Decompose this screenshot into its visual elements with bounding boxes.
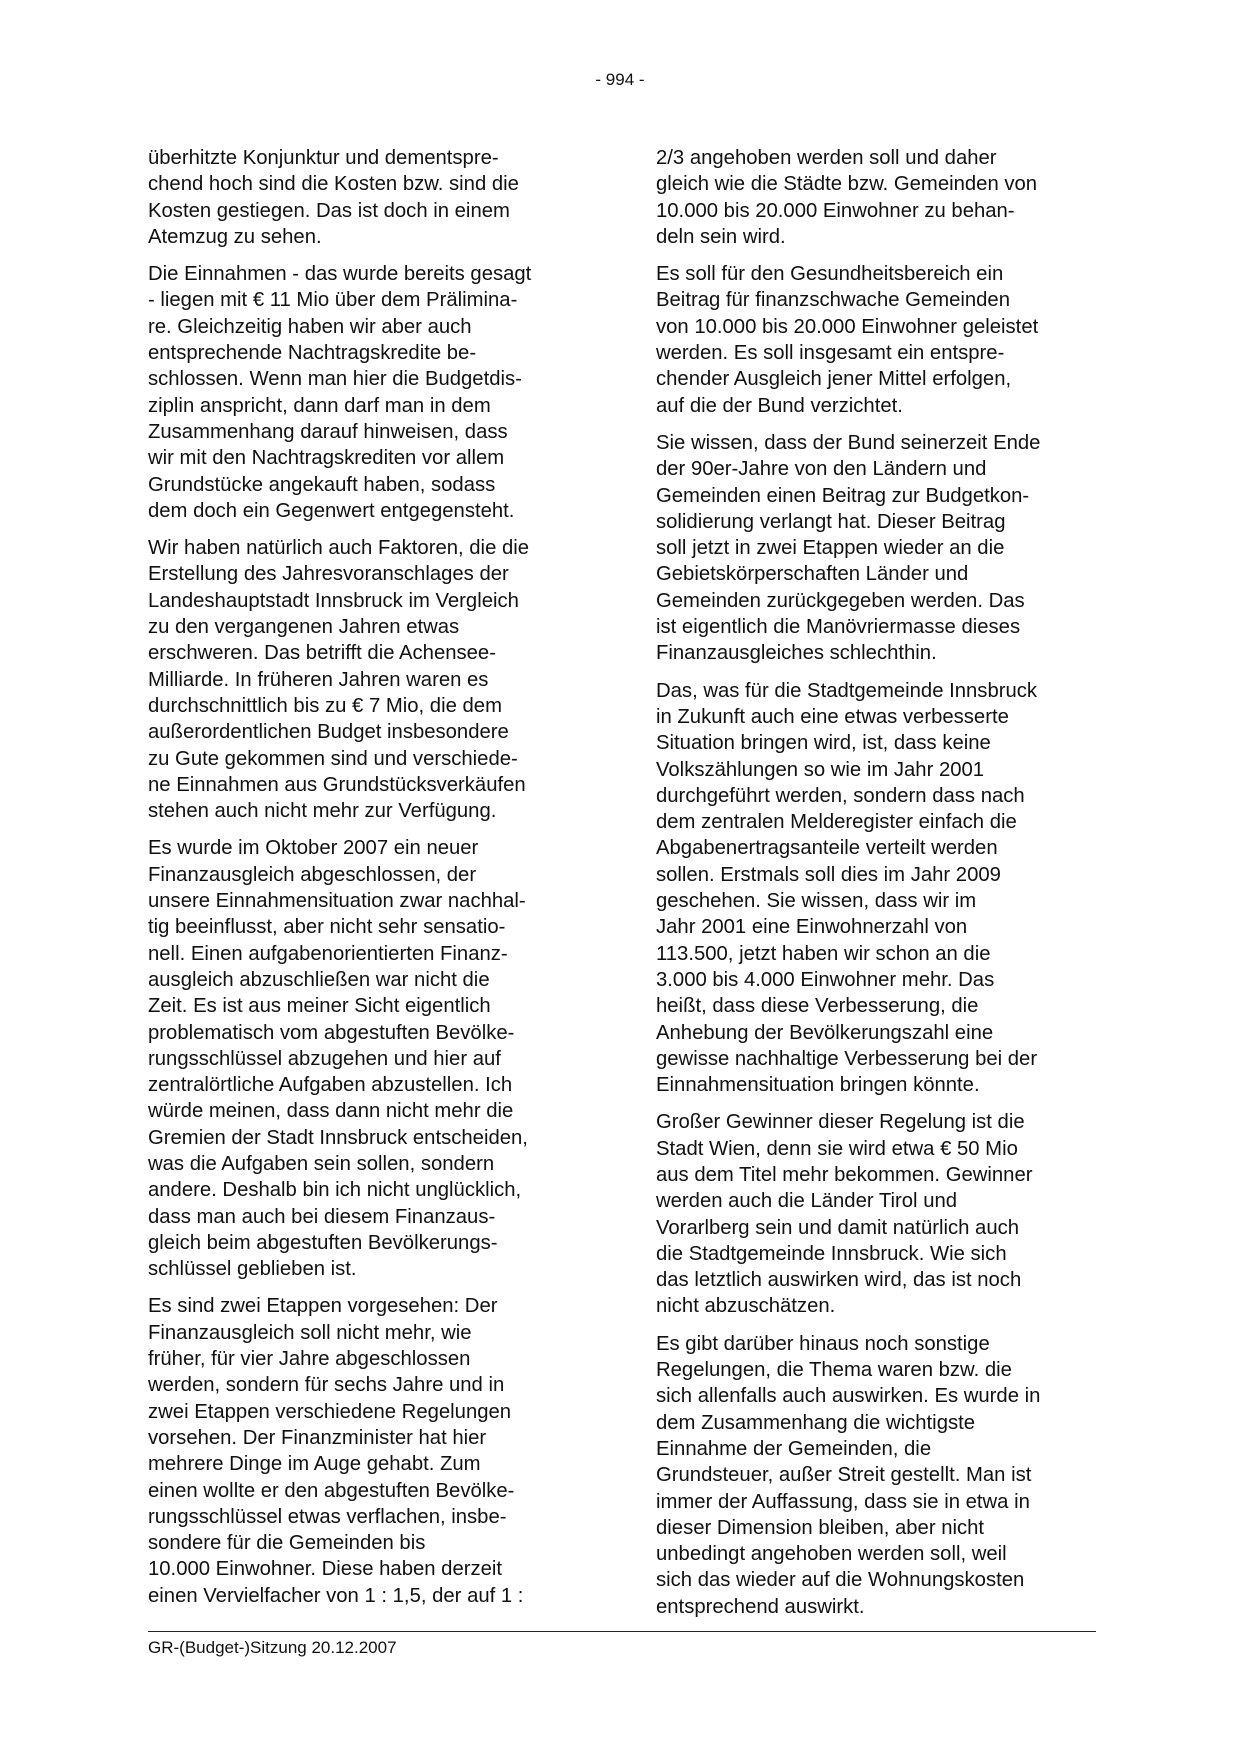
- paragraph: Wir haben natürlich auch Faktoren, die die Erstellung des Jahresvoranschlages der Landeshauptstadt Innsbruck im Vergleich zu den vergangenen Jahren etwas erschweren. Das betrifft die Achensee- Milliarde. In früheren Jahren waren es durchschnittlich bis zu € 7 Mio, die dem außerordentlichen Budget insbesondere zu Gute gekommen sind und verschiede- ne Einnahmen aus Grundstücksverkäufen stehen auch nicht mehr zur Verfügung.: [148, 537, 530, 823]
- paragraph: Es gibt darüber hinaus noch sonstige Regelungen, die Thema waren bzw. die sich allenfalls auch auswirken. Es wurde in dem Zusammenhang die wichtigste Einnahme der Gemeinden, die Grundsteuer, außer Streit gestellt. Man ist immer der Auffassung, dass sie in etwa in dieser Dimension bleiben, aber nicht unbedingt angehoben werden soll, weil sich das wieder auf die Wohnungskosten entsprechend auswirkt.: [656, 1332, 1041, 1618]
- paragraph: Die Einnahmen - das wurde bereits gesagt - liegen mit € 11 Mio über dem Prälimina- re. Gleichzeitig haben wir aber auch entsprechende Nachtragskredite be- schlossen. Wenn man hier die Budgetdis- ziplin anspricht, dann darf man in dem Zusammenhang darauf hinweisen, dass wir mit den Nachtragskrediten vor allem Grundstücke angekauft haben, sodass dem doch ein Gegenwert entgegensteht.: [148, 263, 532, 522]
- paragraph: Es soll für den Gesundheitsbereich ein Beitrag für finanzschwache Gemeinden von 10.000 bis 20.000 Einwohner geleistet werden. Es soll insgesamt ein entspre- chender Ausgleich jener Mittel erfolgen, auf die der Bund verzichtet.: [656, 263, 1039, 417]
- paragraph: Sie wissen, dass der Bund seinerzeit Ende der 90er-Jahre von den Ländern und Gemeinden einen Beitrag zur Budgetkon- solidierung verlangt hat. Dieser Beitrag soll jetzt in zwei Etappen wieder an die Gebietskörperschaften Länder und Gemeinden zurückgegeben werden. Das ist eigentlich die Manövriermasse dieses Finanzausgleiches schlechthin.: [656, 431, 1041, 665]
- footer-text: GR-(Budget-)Sitzung 20.12.2007: [148, 1638, 397, 1657]
- paragraph: 2/3 angehoben werden soll und daher gleich wie die Städte bzw. Gemeinden von 10.000 bis 20.000 Einwohner zu behan- deln sein wird.: [656, 147, 1038, 248]
- paragraph: Es wurde im Oktober 2007 ein neuer Finanzausgleich abgeschlossen, der unsere Einnahmensituation zwar nachhal- tig beeinflusst, aber nicht sehr sensatio- nell. Einen aufgabenorientierten Finanz- ausgleich abzuschließen war nicht die Zeit. Es ist aus meiner Sicht eigentlich problematisch vom abgestuften Bevölke- rungsschlüssel abzugehen und hier auf zentralörtliche Aufgaben abzustellen. Ich würde meinen, dass dann nicht mehr die Gremien der Stadt Innsbruck entscheiden, was die Aufgaben sein sollen, sondern andere. Deshalb bin ich nicht unglücklich, dass man auch bei diesem Finanzaus- gleich beim abgestuften Bevölkerungs- schlüssel geblieben ist.: [148, 837, 528, 1281]
- paragraph: Das, was für die Stadtgemeinde Innsbruck in Zukunft auch eine etwas verbesserte Situation bringen wird, ist, dass keine Volkszählungen so wie im Jahr 2001 durchgeführt werden, sondern dass nach dem zentralen Melderegister einfach die Abgabenertragsanteile verteilt werden sollen. Erstmals soll dies im Jahr 2009 geschehen. Sie wissen, dass wir im Jahr 2001 eine Einwohnerzahl von 113.500, jetzt haben wir schon an die 3.000 bis 4.000 Einwohner mehr. Das heißt, dass diese Verbesserung, die Anhebung der Bevölkerungszahl eine gewisse nachhaltige Verbesserung bei der Einnahmensituation bringen könnte.: [656, 679, 1038, 1097]
- footer-divider: [148, 1631, 1096, 1632]
- page-number: - 994 -: [595, 70, 645, 89]
- paragraph: überhitzte Konjunktur und dementspre- chend hoch sind die Kosten bzw. sind die Kosten gestiegen. Das ist doch in einem Atemzug zu sehen.: [148, 147, 519, 248]
- paragraph: Es sind zwei Etappen vorgesehen: Der Finanzausgleich soll nicht mehr, wie früher, für vier Jahre abgeschlossen werden, sondern für sechs Jahre und in zwei Etappen verschiedene Regelungen vorsehen. Der Finanzminister hat hier mehrere Dinge im Auge gehabt. Zum einen wollte er den abgestuften Bevölke- rungsschlüssel etwas verflachen, insbe- sondere für die Gemeinden bis 10.000 Einwohner. Diese haben derzeit einen Vervielfacher von 1 : 1,5, der auf 1 :: [148, 1295, 524, 1607]
- left-column: [148, 145, 588, 1620]
- right-column: [656, 145, 1096, 1631]
- paragraph: Großer Gewinner dieser Regelung ist die Stadt Wien, denn sie wird etwa € 50 Mio aus dem Titel mehr bekommen. Gewinner werden auch die Länder Tirol und Vorarlberg sein und damit natürlich auch die Stadtgemeinde Innsbruck. Wie sich das letztlich auswirken wird, das ist noch nicht abzuschätzen.: [656, 1111, 1033, 1318]
